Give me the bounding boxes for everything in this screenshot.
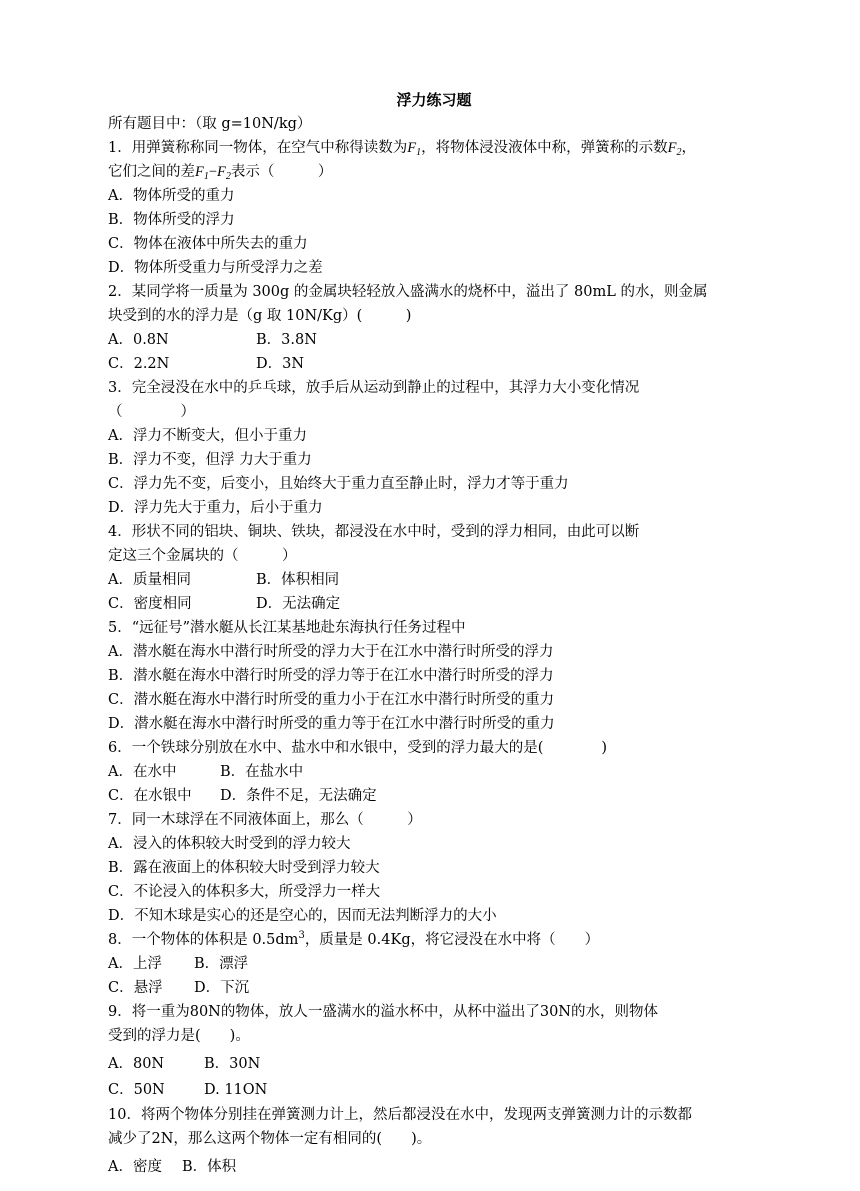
- document-page: [108, 90, 760, 1180]
- question-1: [108, 136, 760, 280]
- question-5-line-1: 5．“远征号”潜水艇从长江某基地赴东海执行任务过程中: [108, 620, 466, 636]
- question-9-line-1: 9．将一重为80N的物体，放人一盛满水的溢水杯中，从杯中溢出了30N的水，则物体: [108, 1004, 658, 1020]
- question-7-line-1: 7．同一木球浮在不同液体面上，那么（ ）: [108, 812, 422, 828]
- question-5-option-c: C．潜水艇在海水中潜行时所受的重力小于在江水中潜行时所受的重力: [108, 692, 555, 708]
- question-9-option-b: B．30N: [204, 1056, 261, 1072]
- question-4-options-row-2: [108, 592, 760, 616]
- question-3-line-1: 3．完全浸没在水中的乒乓球，放手后从运动到静止的过程中，其浮力大小变化情况: [108, 380, 640, 396]
- question-3-option-a: A．浮力不断变大，但小于重力: [108, 428, 307, 444]
- question-3-option-d: D．浮力先大于重力，后小于重力: [108, 500, 323, 516]
- question-9-line-2: 受到的浮力是( )。: [108, 1028, 250, 1044]
- question-8-option-a: A．上浮: [108, 956, 162, 972]
- question-9-option-c: C．50N: [108, 1082, 165, 1098]
- question-2-options-row-2: [108, 352, 760, 376]
- question-3-line-2: （ ）: [108, 404, 195, 420]
- question-1-option-c: C．物体在液体中所失去的重力: [108, 236, 308, 252]
- question-5-option-a: A．潜水艇在海水中潜行时所受的浮力大于在江水中潜行时所受的浮力: [108, 644, 554, 660]
- question-3-option-c: C．浮力先不变，后变小，且始终大于重力直至静止时，浮力才等于重力: [108, 476, 569, 492]
- question-6: [108, 736, 760, 808]
- question-7-option-d: D．不知木球是实心的还是空心的，因而无法判断浮力的大小: [108, 908, 497, 924]
- question-6-options-row-1: [108, 760, 760, 784]
- question-3-option-b: B．浮力不变，但浮 力大于重力: [108, 452, 312, 468]
- question-6-option-a: A．在水中: [108, 764, 177, 780]
- question-1-option-a: A．物体所受的重力: [108, 188, 235, 204]
- question-6-option-c: C．在水银中: [108, 788, 192, 804]
- question-9-option-a: A．80N: [108, 1056, 165, 1072]
- question-7-option-b: B．露在液面上的体积较大时受到浮力较大: [108, 860, 380, 876]
- question-4-line-2: 定这三个金属块的（ ）: [108, 548, 297, 564]
- question-6-option-d: D．条件不足，无法确定: [220, 788, 377, 804]
- question-10-option-b: B．体积: [182, 1159, 237, 1175]
- question-7-option-c: C．不论浸入的体积多大，所受浮力一样大: [108, 884, 381, 900]
- question-4-line-1: 4．形状不同的铝块、铜块、铁块，都浸没在水中时，受到的浮力相同，由此可以断: [108, 524, 640, 540]
- question-2-option-b: B．3.8N: [256, 332, 317, 348]
- question-7-option-a: A．浸入的体积较大时受到的浮力较大: [108, 836, 351, 852]
- question-9-options-row-1: [108, 1051, 760, 1077]
- question-7: [108, 808, 760, 928]
- question-1-option-b: B．物体所受的浮力: [108, 212, 235, 228]
- question-2-option-c: C．2.2N: [108, 356, 170, 372]
- f1-minus-f2-expression: $F_1-F_2$: [195, 164, 231, 182]
- question-4-option-d: D．无法确定: [256, 596, 341, 612]
- intro-text: 所有题目中：（取 g=10N/kg）: [108, 116, 312, 132]
- f1-symbol: $F_1$: [407, 140, 422, 158]
- question-5: [108, 616, 760, 736]
- question-4: [108, 520, 760, 616]
- f2-symbol: $F_2$: [667, 140, 682, 158]
- question-10-line-2: 减少了2N，那么这两个物体一定有相同的( )。: [108, 1131, 432, 1147]
- question-1-line-1: 1．用弹簧称称同一物体，在空气中称得读数为$F_1$，将物体浸没液体中称，弹簧称的示数$F_2$，: [108, 140, 696, 158]
- question-6-options-row-2: [108, 784, 760, 808]
- question-8-option-c: C．悬浮: [108, 980, 163, 996]
- question-1-line-2: 它们之间的差$F_1-F_2$表示（ ）: [108, 164, 333, 182]
- question-10: [108, 1103, 760, 1180]
- question-3: [108, 376, 760, 520]
- question-8-option-d: D．下沉: [194, 980, 250, 996]
- question-4-option-b: B．体积相同: [256, 572, 340, 588]
- question-4-option-a: A．质量相同: [108, 572, 191, 588]
- question-2-options-row-1: [108, 328, 760, 352]
- question-5-option-d: D．潜水艇在海水中潜行时所受的重力等于在江水中潜行时所受的重力: [108, 716, 555, 732]
- question-6-option-b: B．在盐水中: [220, 764, 304, 780]
- question-4-options-row-1: [108, 568, 760, 592]
- question-8-options-row-1: [108, 952, 760, 976]
- question-10-options-row-1: [108, 1154, 760, 1180]
- question-9-option-d: D. 11ON: [204, 1082, 268, 1098]
- question-2-line-2: 块受到的水的浮力是（g 取 10N/Kg）( ): [108, 308, 412, 324]
- question-2-option-d: D．3N: [256, 356, 305, 372]
- question-5-option-b: B．潜水艇在海水中潜行时所受的浮力等于在江水中潜行时所受的浮力: [108, 668, 554, 684]
- question-8: [108, 928, 760, 1000]
- question-8-option-b: B．漂浮: [194, 956, 249, 972]
- question-2-line-1: 2．某同学将一质量为 300g 的金属块轻轻放入盛满水的烧杯中，溢出了 80mL 的水，则金属: [108, 284, 708, 300]
- question-9-options-row-2: [108, 1077, 760, 1103]
- page-title: 浮力练习题: [396, 91, 472, 109]
- question-1-option-d: D．物体所受重力与所受浮力之差: [108, 260, 323, 276]
- question-6-line-1: 6．一个铁球分别放在水中、盐水中和水银中，受到的浮力最大的是( ): [108, 740, 608, 756]
- question-8-options-row-2: [108, 976, 760, 1000]
- question-10-line-1: 10．将两个物体分别挂在弹簧测力计上，然后都浸没在水中，发现两支弹簧测力计的示数都: [108, 1107, 692, 1123]
- question-2-option-a: A．0.8N: [108, 332, 169, 348]
- question-4-option-c: C．密度相同: [108, 596, 192, 612]
- question-9: [108, 1000, 760, 1103]
- question-2: [108, 280, 760, 376]
- cubic-superscript: 3: [298, 930, 305, 941]
- question-8-line-1: 8．一个物体的体积是 $0.5dm^3$，质量是 0.4Kg，将它浸没在水中将（ ）: [108, 930, 600, 948]
- question-10-option-a: A．密度: [108, 1159, 162, 1175]
